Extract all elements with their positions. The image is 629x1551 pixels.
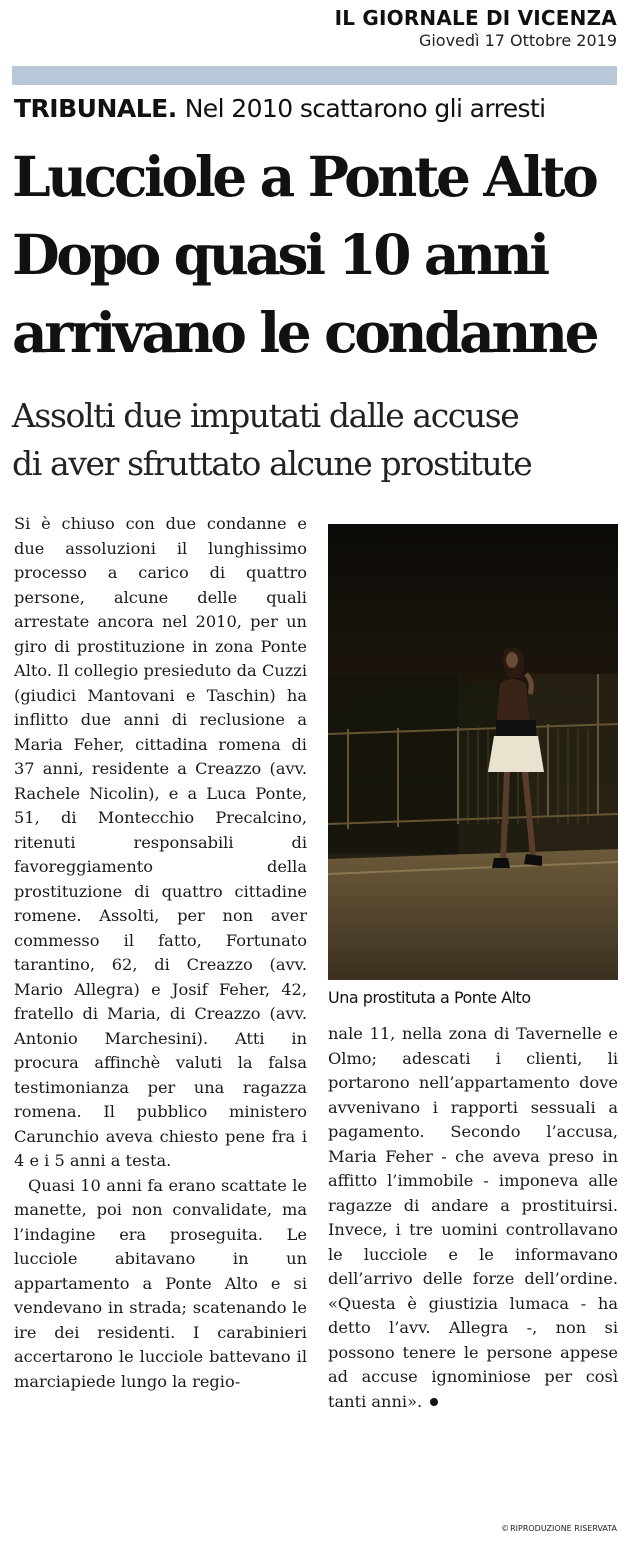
headline [12,138,620,372]
headline-line: Dopo quasi 10 anni [12,222,547,287]
end-of-article-bullet-icon [430,1398,438,1406]
article-paragraph-text: nale 11, nella zona di Tavernelle e Olmo; adescati i clienti, li portarono nell’appartamento dove avvenivano i rapporti sessuali a pagamento. Secondo l’accusa, Maria Feher - che aveva preso in affitto l’immobile - imponeva alle ragazze di andare a prostituirsi. Invece, i tre uomini controllavano le lucciole e le informavano dell’arrivo delle forze dell’ordine. «Questa è giustizia lumaca - ha detto l’avv. Allegra -, non si possono tenere le persone appese ad accuse ignominiose per così tanti anni». [328,1024,618,1411]
article-column-right [328,1022,618,1414]
copyright-icon: © [501,1524,510,1533]
newspaper-name: IL GIORNALE DI VICENZA [334,6,617,30]
subheadline-line: Assolti due imputati dalle accuse [12,396,519,435]
subheadline [12,392,620,488]
subheadline-line: di aver sfruttato alcune prostitute [12,444,532,483]
article-column-left [14,512,307,1394]
article-paragraph: Si è chiuso con due condanne e due assoluzioni il lunghissimo processo a carico di quattro persone, alcune delle quali arrestate ancora nel 2010, per un giro di prostituzione in zona Ponte Alto. Il collegio presieduto da Cuzzi (giudici Mantovani e Taschin) ha inflitto due anni di reclusione a Maria Feher, cittadina romena di 37 anni, residente a Creazzo (avv. Rachele Nicolin), e a Luca Ponte, 51, di Montecchio Precalcino, ritenuti responsabili di favoreggiamento della prostituzione di quattro cittadine romene. Assolti, per non aver commesso il fatto, Fortunato tarantino, 62, di Creazzo (avv. Mario Allegra) e Josif Feher, 42, fratello di Maria, di Creazzo (avv. Antonio Marchesini). Atti in procura affinchè valuti la falsa testimonianza per una ragazza romena. Il pubblico ministero Carunchio aveva chiesto pene fra i 4 e i 5 anni a testa. [14,514,307,1170]
copyright-notice [501,1524,617,1533]
copyright-text: RIPRODUZIONE RISERVATA [510,1524,617,1533]
night-street-photo [328,524,618,980]
publication-date: Giovedì 17 Ottobre 2019 [418,31,617,50]
article-paragraph: Quasi 10 anni fa erano scattate le manette, poi non convalidate, ma l’indagine era proseguita. Le lucciole abitavano in un appartamento a Ponte Alto e si vendevano in strada; scatenando le ire dei residenti. I carabinieri accertarono le lucciole battevano il marciapiede lungo la regio- [14,1175,307,1391]
section-rule-bar [12,66,617,85]
photo-caption: Una prostituta a Ponte Alto [328,988,531,1007]
article-paragraph [328,1022,618,1414]
headline-line: arrivano le condanne [12,300,597,365]
kicker-text: Nel 2010 scattarono gli arresti [184,94,546,123]
headline-line: Lucciole a Ponte Alto [12,144,596,209]
article-photo [328,524,618,980]
kicker [14,94,546,123]
kicker-section-label: TRIBUNALE. [14,94,177,123]
